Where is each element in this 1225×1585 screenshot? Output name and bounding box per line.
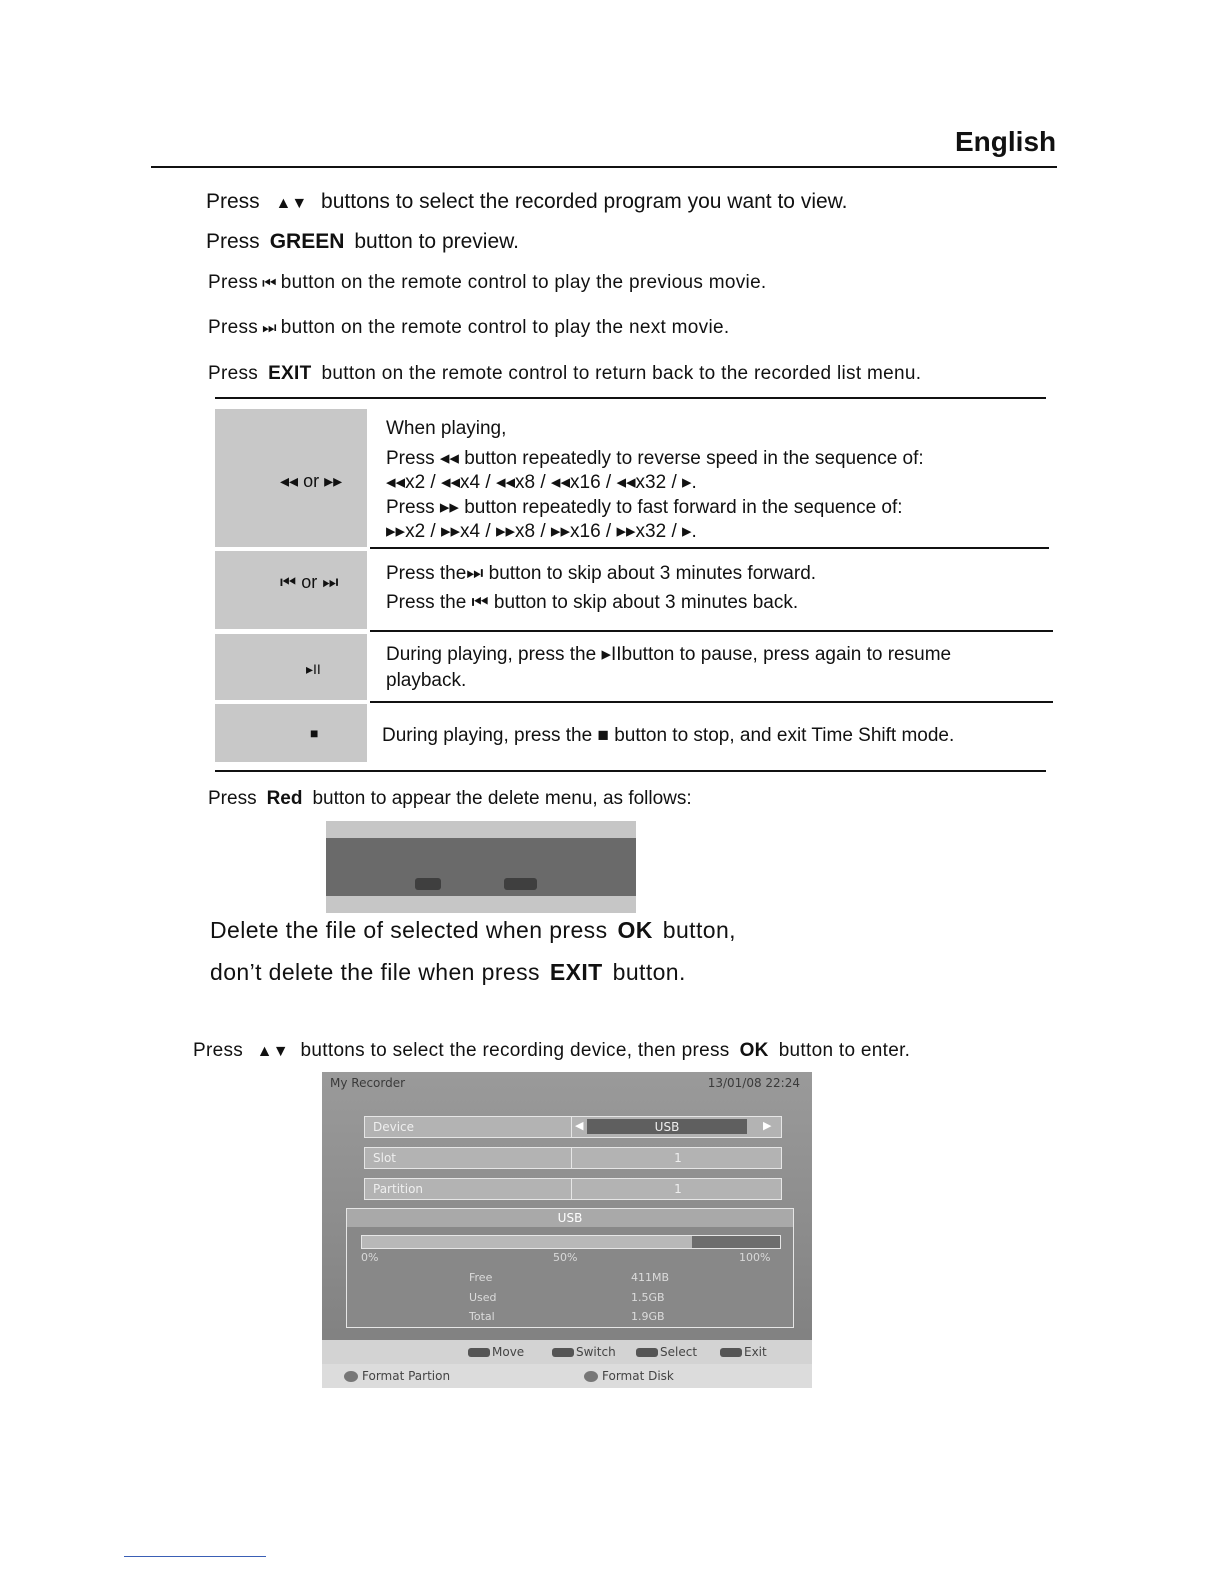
usage-progress-fill (362, 1236, 692, 1248)
arrow-left-icon[interactable]: ◀ (575, 1119, 584, 1132)
instruction-preview (206, 230, 519, 254)
row-divider (571, 1117, 572, 1137)
format-disk-option[interactable] (584, 1369, 674, 1383)
enter-key-icon (636, 1348, 658, 1357)
stop-key: ■ (310, 725, 319, 741)
row-divider (571, 1148, 572, 1168)
slot-row[interactable] (364, 1147, 782, 1169)
device-value: USB (654, 1120, 680, 1134)
recorder-datetime: 13/01/08 22:24 (707, 1076, 800, 1090)
delete-menu-body (326, 838, 636, 896)
legend-move-label: Move (492, 1345, 525, 1359)
delete-cancel-line (210, 959, 686, 986)
slot-value: 1 (674, 1151, 682, 1165)
device-row[interactable] (364, 1116, 782, 1138)
used-value: 1.5GB (631, 1291, 665, 1304)
instruction-red-delete (208, 788, 692, 810)
free-value: 411MB (631, 1271, 670, 1284)
skip-line-1: Press the⏭ button to skip about 3 minutes forward. (386, 563, 817, 584)
instruction-select-device (193, 1040, 910, 1062)
header-rule (151, 166, 1057, 168)
instruction-tail: button to enter. (778, 1040, 911, 1061)
delete-menu-exit-button[interactable] (504, 878, 537, 890)
my-recorder-screen (322, 1072, 812, 1388)
instruction-text: button on the remote control to return back to the recorded list menu. (321, 363, 922, 384)
legend-exit (720, 1345, 767, 1359)
pct-label-0: 0% (361, 1251, 379, 1264)
skip-line-2: Press the ⏮ button to skip about 3 minutes back. (386, 592, 799, 613)
skip-forward-icon: ⏭ (262, 320, 277, 337)
skip-key: ⏮ or ⏭ (280, 572, 339, 592)
legend-switch-label: Switch (576, 1345, 616, 1359)
rewind-or-fastforward-key: ◂◂ or ▸▸ (280, 471, 343, 491)
usage-progress-bar (361, 1235, 781, 1249)
table-row-rule-3 (370, 701, 1053, 703)
play-pause-key: ▸II (306, 661, 321, 677)
delete-menu-ok-button[interactable] (415, 878, 441, 890)
page-language-header: English (955, 126, 1057, 157)
press-word: Press (208, 363, 259, 384)
partition-row[interactable] (364, 1178, 782, 1200)
pct-label-100: 100% (739, 1251, 771, 1264)
menu-key-icon (720, 1348, 742, 1357)
instruction-select-program (206, 190, 848, 214)
device-label: Device (373, 1120, 415, 1134)
red-key: Red (266, 788, 303, 809)
legend-move (468, 1345, 524, 1359)
instruction-next-movie (208, 317, 729, 339)
used-label: Used (469, 1291, 497, 1304)
recorder-title: My Recorder (330, 1076, 406, 1090)
legend-switch (552, 1345, 616, 1359)
table-key-cell-stop (215, 704, 367, 762)
format-partition-label: Format Partion (362, 1369, 451, 1383)
press-word: Press (208, 317, 259, 338)
pct-label-50: 50% (553, 1251, 578, 1264)
partition-value: 1 (674, 1182, 682, 1196)
delete-confirm-line (210, 917, 736, 944)
press-word: Press (206, 230, 260, 253)
skip-back-icon: ⏮ (262, 275, 277, 292)
instruction-text: buttons to select the recording device, then press (300, 1040, 730, 1061)
table-row-rule-2 (370, 630, 1053, 632)
ok-key: OK (617, 917, 653, 943)
table-row-rule-1 (370, 547, 1049, 549)
speed-line-4: Press ▸▸ button repeatedly to fast forward in the sequence of: (386, 497, 903, 518)
row-divider (571, 1179, 572, 1199)
table-top-rule (215, 397, 1046, 399)
speed-line-5: ▸▸x2 / ▸▸x4 / ▸▸x8 / ▸▸x16 / ▸▸x32 / ▸. (386, 521, 697, 542)
instruction-text: button on the remote control to play the next movie. (280, 317, 730, 338)
arrow-right-icon[interactable]: ▶ (763, 1119, 772, 1132)
format-options-bar (322, 1364, 812, 1388)
instruction-previous-movie (208, 272, 767, 294)
speed-line-2: Press ◂◂ button repeatedly to reverse speed in the sequence of: (386, 448, 924, 469)
instruction-text: button on the remote control to play the previous movie. (280, 272, 767, 293)
free-label: Free (469, 1271, 493, 1284)
exit-key: EXIT (268, 363, 312, 384)
stop-line-1: During playing, press the ■ button to stop, and exit Time Shift mode. (382, 725, 955, 746)
total-value: 1.9GB (631, 1310, 665, 1323)
key-legend-bar (322, 1340, 812, 1364)
press-word: Press (208, 788, 257, 809)
slot-label: Slot (373, 1151, 396, 1165)
table-key-cell-pause (215, 634, 367, 700)
table-bottom-rule (215, 770, 1046, 772)
legend-select (636, 1345, 697, 1359)
color-key-dot-icon (584, 1371, 598, 1382)
instruction-text: buttons to select the recorded program you want to view. (321, 190, 848, 213)
usb-usage-panel (346, 1208, 794, 1328)
instruction-exit (208, 363, 921, 385)
partition-label: Partition (373, 1182, 424, 1196)
cancel-text: don’t delete the file when press (210, 959, 540, 985)
ok-key: OK (739, 1040, 769, 1061)
cancel-tail: button. (612, 959, 686, 985)
left-right-key-icon (552, 1348, 574, 1357)
delete-text: Delete the file of selected when press (210, 917, 608, 943)
delete-tail: button, (662, 917, 736, 943)
format-partition-option[interactable] (344, 1369, 450, 1383)
pause-line-1: During playing, press the ▸IIbutton to pause, press again to resume (386, 644, 952, 665)
footer-underline (124, 1556, 266, 1557)
press-word: Press (208, 272, 259, 293)
speed-line-1: When playing, (386, 418, 507, 439)
press-word: Press (193, 1040, 244, 1061)
total-label: Total (469, 1310, 495, 1323)
up-down-arrows-icon: ▲▼ (275, 195, 308, 212)
usb-panel-header: USB (347, 1209, 793, 1227)
pause-line-2: playback. (386, 670, 467, 691)
up-down-arrows-icon: ▲▼ (256, 1043, 289, 1060)
format-disk-label: Format Disk (602, 1369, 674, 1383)
legend-exit-label: Exit (744, 1345, 767, 1359)
color-key-dot-icon (344, 1371, 358, 1382)
speed-line-3: ◂◂x2 / ◂◂x4 / ◂◂x8 / ◂◂x16 / ◂◂x32 / ▸. (386, 472, 697, 493)
green-key: GREEN (269, 230, 345, 253)
instruction-text: button to preview. (354, 230, 519, 253)
press-word: Press (206, 190, 260, 213)
up-down-key-icon (468, 1348, 490, 1357)
instruction-text: button to appear the delete menu, as follows: (312, 788, 692, 809)
legend-select-label: Select (660, 1345, 698, 1359)
exit-key: EXIT (549, 959, 603, 985)
